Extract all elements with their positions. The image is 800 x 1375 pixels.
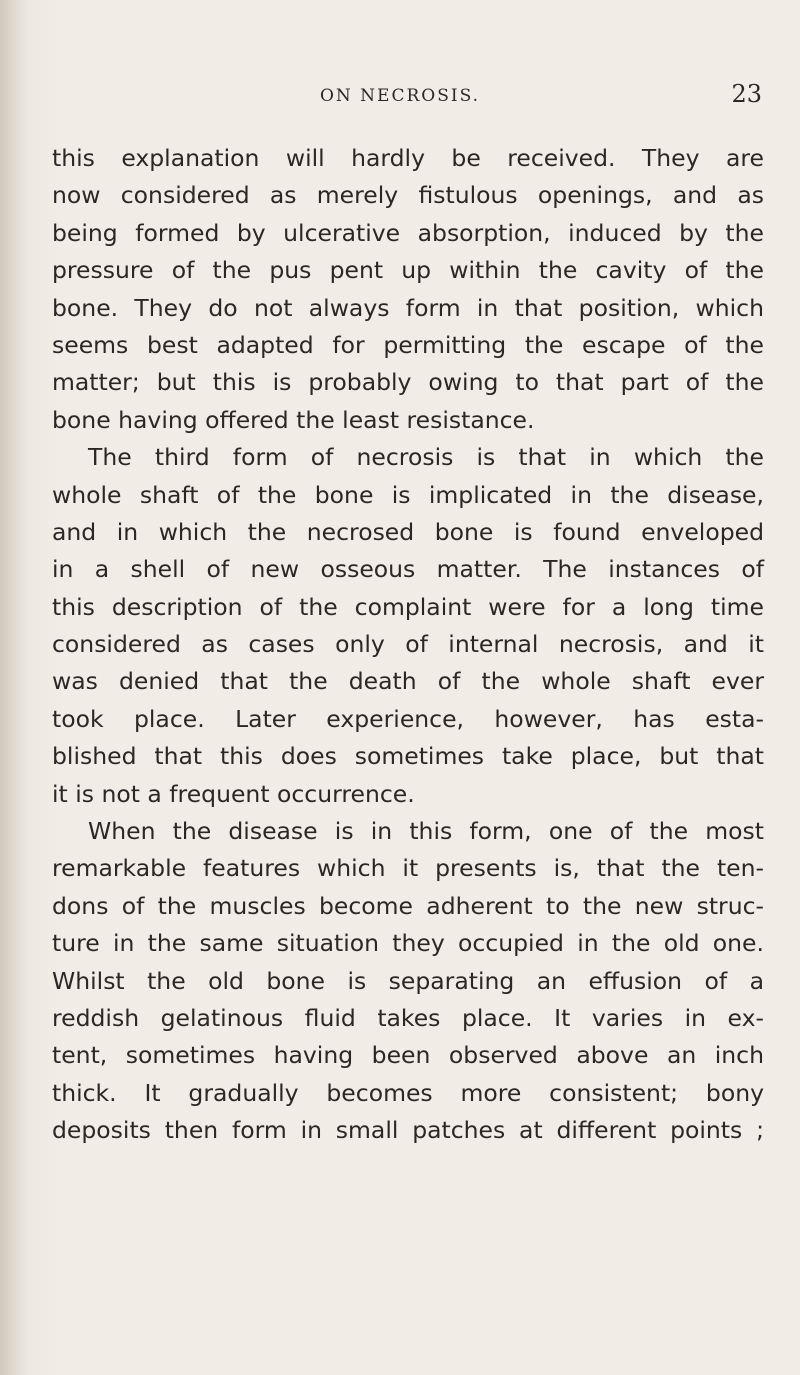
text-line: took place. Later experience, however, has esta-	[52, 704, 764, 733]
text-line: it is not a frequent occurrence.	[52, 779, 415, 808]
text-line: this explanation will hardly be received. They are	[52, 144, 764, 172]
text-line: remarkable features which it presents is, that the ten-	[52, 854, 764, 883]
running-title: ON NECROSIS.	[319, 86, 481, 106]
text-line: pressure of the pus pent up within the cavity of the	[52, 256, 764, 285]
text-line: tent, sometimes having been observed above an inch	[52, 1041, 764, 1070]
text-line: Whilst the old bone is separating an effusion of a	[52, 966, 764, 995]
text-line: thick. It gradually becomes more consistent; bony	[52, 1078, 764, 1107]
text-line: whole shaft of the bone is implicated in the disease,	[52, 480, 764, 509]
text-line: dons of the muscles become adherent to the new struc-	[52, 891, 764, 920]
text-line: this description of the complaint were for a long time	[52, 592, 764, 621]
page-number: 23	[731, 80, 762, 108]
text-line: ture in the same situation they occupied in the old one.	[52, 929, 764, 958]
body-text	[52, 140, 764, 1150]
paragraph-first-line: When the disease is in this form, one of the most	[88, 817, 764, 846]
text-line: blished that this does sometimes take place, but that	[52, 742, 764, 771]
text-line: considered as cases only of internal necrosis, and it	[52, 630, 764, 659]
text-line: and in which the necrosed bone is found enveloped	[52, 517, 764, 546]
text-line: was denied that the death of the whole shaft ever	[52, 667, 764, 696]
text-line: matter; but this is probably owing to that part of the	[52, 368, 764, 397]
text-line: reddish gelatinous fluid takes place. It varies in ex-	[52, 1003, 764, 1032]
text-line: seems best adapted for permitting the escape of the	[52, 330, 764, 359]
text-line: being formed by ulcerative absorption, induced by the	[52, 218, 764, 247]
running-head	[0, 80, 800, 116]
text-line: bone having offered the least resistance.	[52, 405, 535, 434]
text-line: deposits then form in small patches at different points ;	[52, 1116, 764, 1145]
text-line: in a shell of new osseous matter. The instances of	[52, 555, 764, 584]
text-line: now considered as merely fistulous openings, and as	[52, 181, 764, 210]
paragraph-first-line: The third form of necrosis is that in which the	[88, 443, 764, 472]
text-line: bone. They do not always form in that position, which	[52, 293, 764, 322]
gutter-shadow	[0, 0, 28, 1375]
